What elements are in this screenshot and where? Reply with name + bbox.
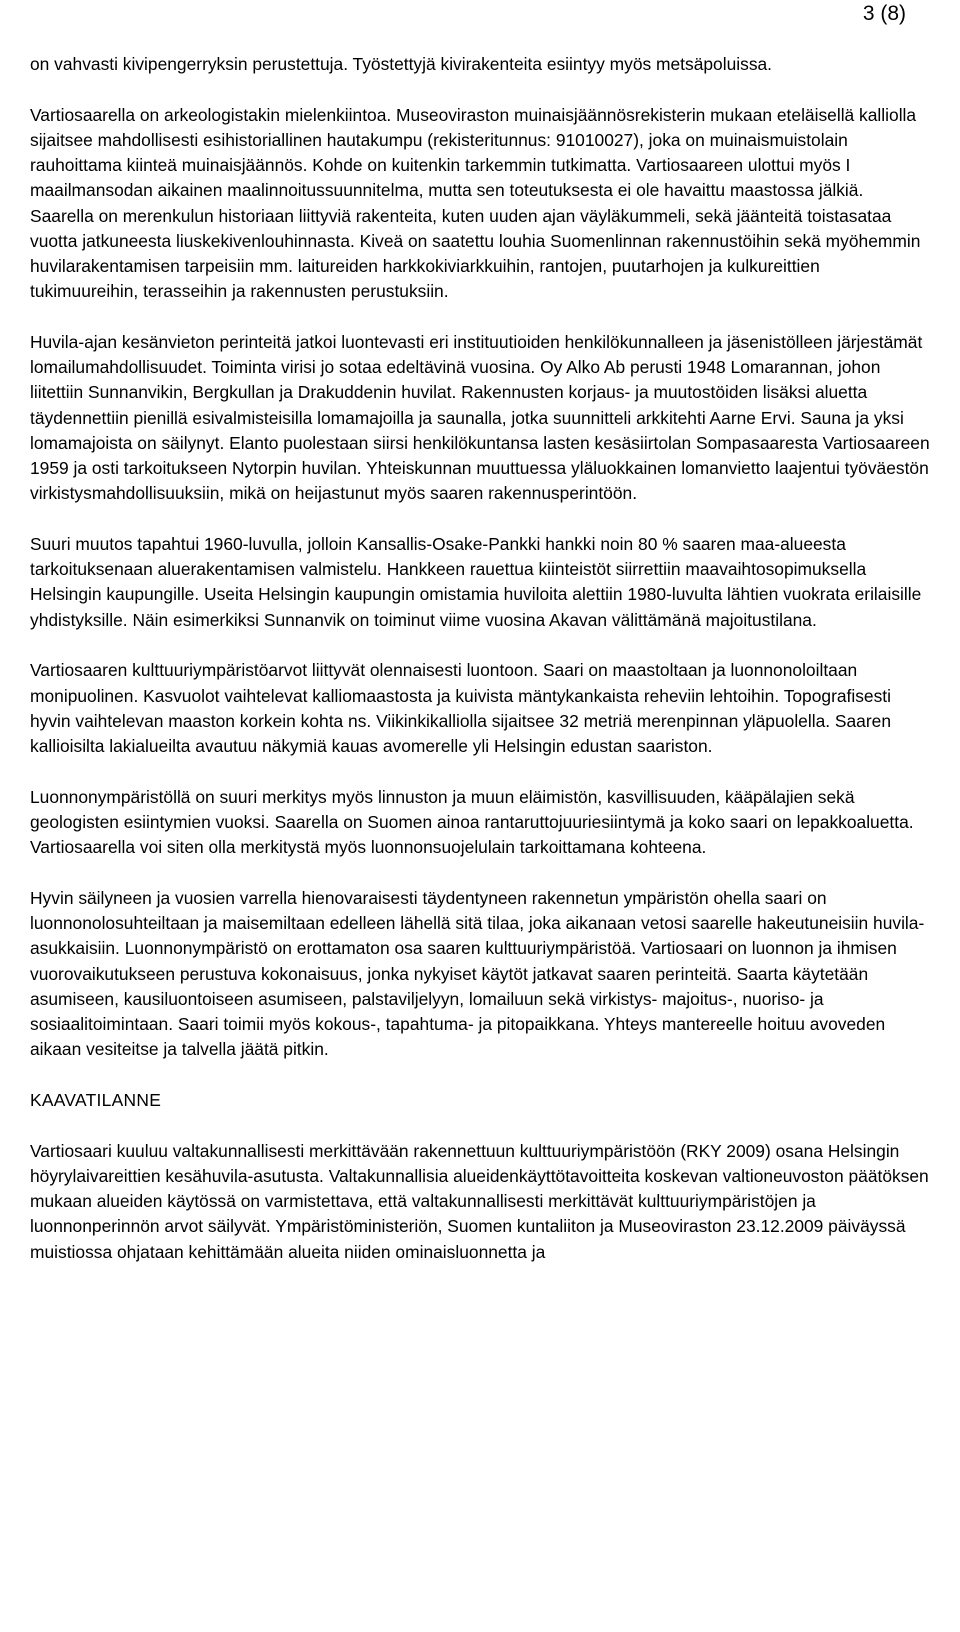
- document-body: [30, 52, 930, 1265]
- section-heading: KAAVATILANNE: [30, 1090, 162, 1111]
- page-number: 3 (8): [862, 2, 906, 25]
- paragraph-8: Vartiosaari kuuluu valtakunnallisesti merkittävään rakennettuun kulttuuriympäristöön (RKY 2009) osana Helsingin höyrylaivareittien kesähuvila-asutusta. Valtakunnallisia alueidenkäyttötavoitteita koskevan valtioneuvoston päätöksen mukaan alueiden käytössä on varmistettava, että valtakunnallisesti merkittävät kulttuuriympäristöjen ja luonnonperinnön arvot säilyvät. Ympäristöministeriön, Suomen kuntaliiton ja Museoviraston 23.12.2009 päiväyssä muistiossa ohjataan kehittämään alueita niiden ominaisluonnetta ja: [30, 1140, 929, 1262]
- paragraph-1: on vahvasti kivipengerryksin perustettuja. Työstettyjä kivirakenteita esiintyy myös metsäpoluissa.: [30, 54, 773, 74]
- paragraph-3: Huvila-ajan kesänvieton perinteitä jatkoi luontevasti eri instituutioiden henkilökunnalleen ja jäsenistölleen järjestämät lomailumahdollisuudet. Toiminta virisi jo sotaa edeltävinä vuosina. Oy Alko Ab perusti 1948 Lomarannan, johon liitettiin Sunnanvikin, Bergkullan ja Drakuddenin huvilat. Rakennusten korjaus- ja muutostöiden lisäksi aluetta täydennettiin pienillä esivalmisteisilla lomamajoilla ja saunalla, jotka suunnitteli arkkitehti Aarne Ervi. Sauna ja yksi lomamajoista on säilynyt. Elanto puolestaan siirsi henkilökuntansa lasten kesäsiirtolan Sompasaaresta Vartiosaareen 1959 ja osti tarkoitukseen Nytorpin huvilan. Yhteiskunnan muuttuessa yläluokkainen lomanvietto laajentui työväestön virkistysmahdollisuuksiin, mikä on heijastunut myös saaren rakennusperintöön.: [30, 332, 930, 504]
- paragraph-4: Suuri muutos tapahtui 1960-luvulla, jolloin Kansallis-Osake-Pankki hankki noin 80 % saaren maa-alueesta tarkoituksenaan aluerakentamisen valmistelu. Hankkeen rauettua kiinteistöt siirrettiin maavaihtosopimuksella Helsingin kaupungille. Useita Helsingin kaupungin omistamia huviloita alettiin 1980-luvulta lähtien vuokrata erilaisille yhdistyksille. Näin esimerkiksi Sunnanvik on toiminut viime vuosina Akavan välittämänä majoitustilana.: [30, 534, 922, 630]
- paragraph-5: Vartiosaaren kulttuuriympäristöarvot liittyvät olennaisesti luontoon. Saari on maastoltaan ja luonnonoloiltaan monipuolinen. Kasvuolot vaihtelevat kalliomaastosta ja kuivista mäntykankaista reheviin lehtoihin. Topografisesti hyvin vaihtelevan maaston korkein kohta ns. Viikinkikalliolla sijaitsee 32 metriä merenpinnan yläpuolella. Saaren kallioisilta lakialueilta avautuu näkymiä kauas avomerelle yli Helsingin edustan saariston.: [30, 660, 891, 757]
- paragraph-2: Vartiosaarella on arkeologistakin mielenkiintoa. Museoviraston muinaisjäännösrekisterin mukaan eteläisellä kalliolla sijaitsee mahdollisesti esihistoriallinen hautakumpu (rekisteritunnus: 91010027), joka on muinaismuistolain rauhoittama kiinteä muinaisjäännös. Kohde on kuitenkin tarkemmin tutkimatta. Vartiosaareen ulottui myös I maailmansodan aikainen maalinnoitussuunnitelma, mutta sen toteutuksesta ei ole havaittu maastossa jälkiä. Saarella on merenkulun historiaan liittyviä rakenteita, kuten uuden ajan väyläkummeli, sekä jäänteitä toistasataa vuotta jatkuneesta liuskekivenlouhinnasta. Kiveä on saatettu louhia Suomenlinnan rakennustöihin sekä myöhemmin huvilarakentamisen tarpeisiin mm. laitureiden harkkokiviarkkuihin, rantojen, puutarhojen ja kulkureittien tukimuureihin, terasseihin ja rakennusten perustuksiin.: [30, 104, 921, 302]
- paragraph-6: Luonnonympäristöllä on suuri merkitys myös linnuston ja muun eläimistön, kasvillisuuden, kääpälajien sekä geologisten esiintymien vuoksi. Saarella on Suomen ainoa rantaruttojuuriesiintymä ja koko saari on lepakkoaluetta. Vartiosaarella voi siten olla merkitystä myös luonnonsuojelulain tarkoittamana kohteena.: [30, 786, 914, 858]
- paragraph-7: Hyvin säilyneen ja vuosien varrella hienovaraisesti täydentyneen rakennetun ympäristön ohella saari on luonnonolosuhteiltaan ja maisemiltaan edelleen lähellä sitä tilaa, joka aikanaan vetosi saarelle hakeutuneisiin huvila-asukkaisiin. Luonnonympäristö on erottamaton osa saaren kulttuuriympäristöä. Vartiosaari on luonnon ja ihmisen vuorovaikutukseen perustuva kokonaisuus, jonka nykyiset käytöt jatkavat saaren perinteitä. Saarta käytetään asumiseen, kausiluontoiseen asumiseen, palstaviljelyyn, lomailuun sekä virkistys- majoitus-, nuoriso- ja sosiaalitoimintaan. Saari toimii myös kokous-, tapahtuma- ja pitopaikkana. Yhteys mantereelle hoituu avoveden aikaan vesiteitse ja talvella jäätä pitkin.: [30, 888, 925, 1060]
